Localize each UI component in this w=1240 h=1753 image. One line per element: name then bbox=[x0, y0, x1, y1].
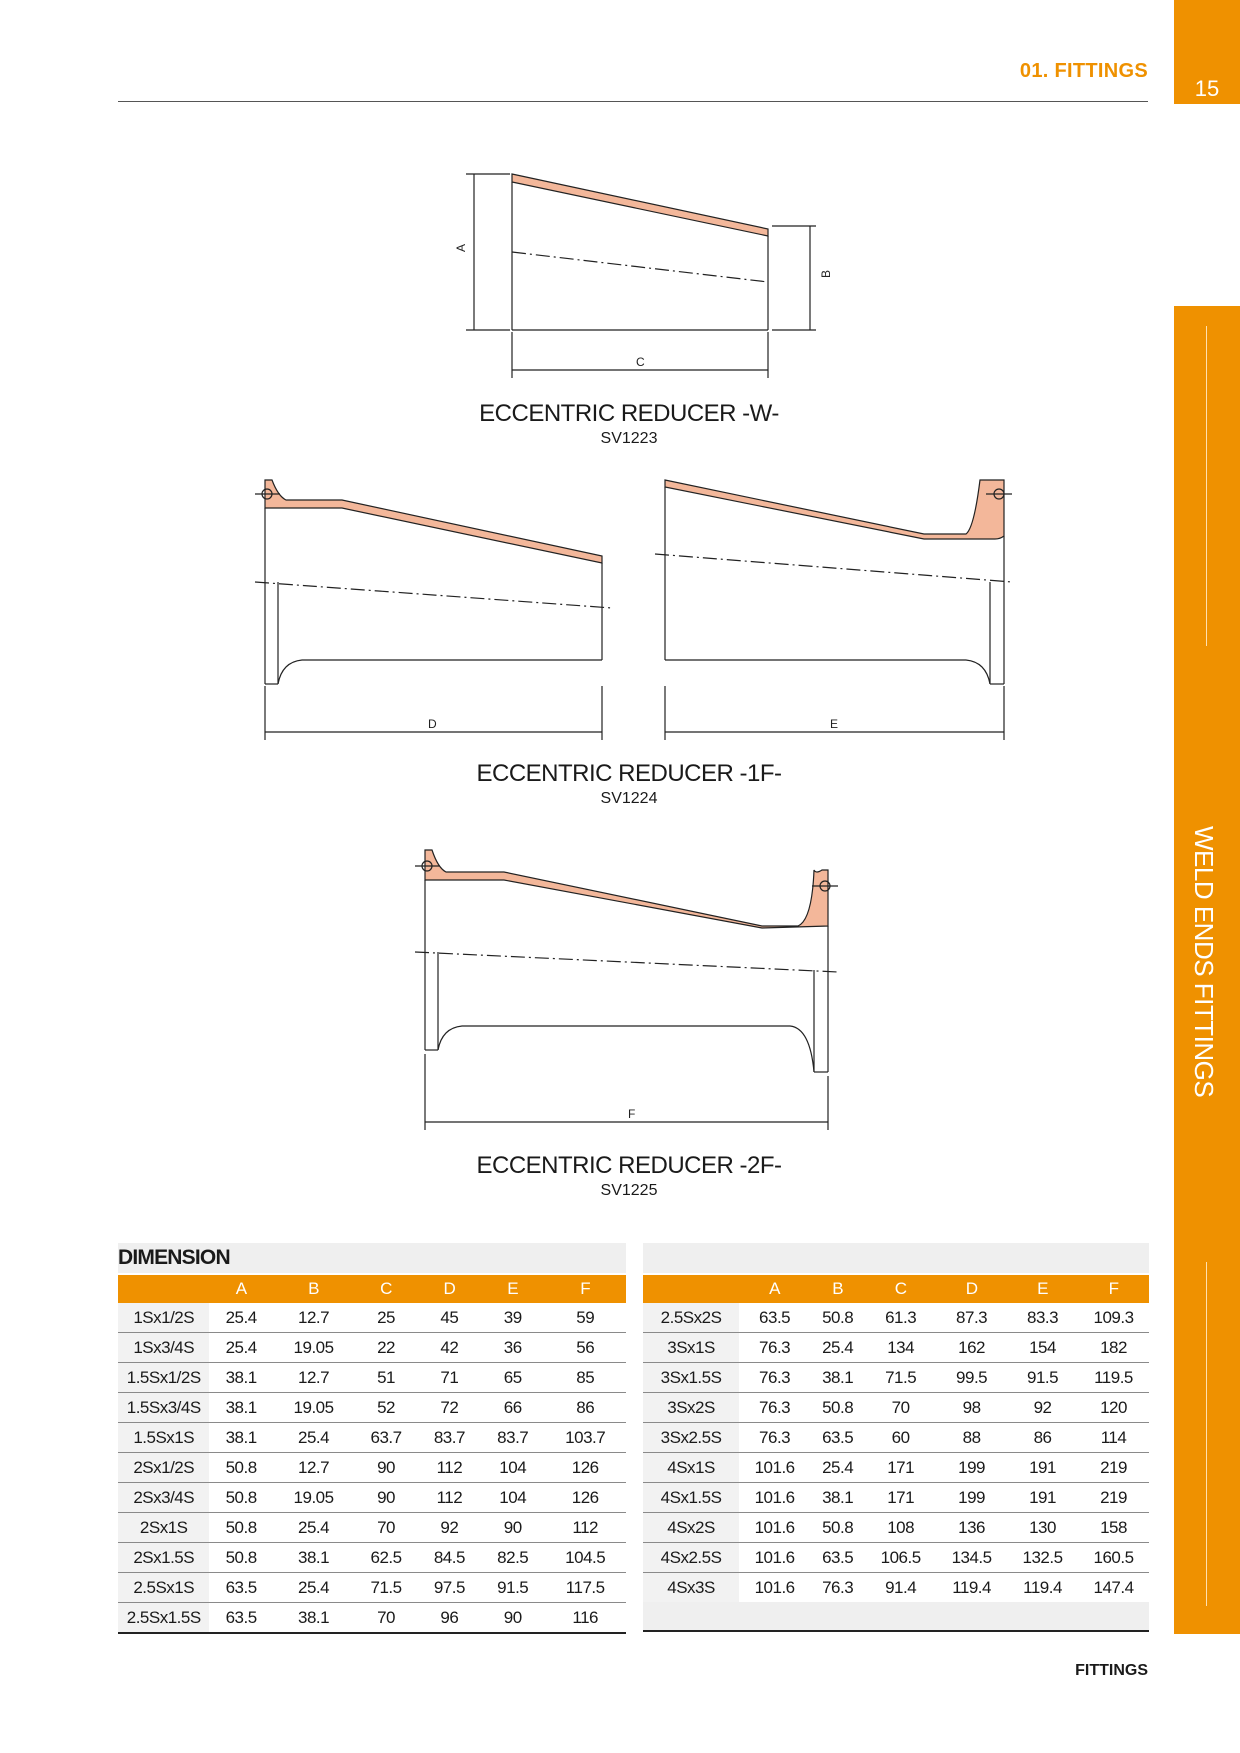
value-cell: 12.7 bbox=[273, 1303, 355, 1333]
table-row bbox=[118, 1333, 626, 1363]
value-cell: 103.7 bbox=[544, 1423, 626, 1453]
caption-title: ECCENTRIC REDUCER -2F- bbox=[476, 1152, 782, 1179]
value-cell: 50.8 bbox=[209, 1453, 272, 1483]
value-cell: 39 bbox=[481, 1303, 544, 1333]
caption-code: SV1225 bbox=[600, 1182, 658, 1199]
right-table-header-bg bbox=[643, 1243, 1149, 1273]
value-cell: 126 bbox=[544, 1483, 626, 1513]
size-cell: 2Sx1/2S bbox=[118, 1453, 209, 1483]
value-cell: 22 bbox=[354, 1333, 417, 1363]
column-header: A bbox=[209, 1275, 272, 1303]
table-row bbox=[643, 1453, 1149, 1483]
side-tab bbox=[1174, 306, 1240, 1634]
value-cell: 162 bbox=[936, 1333, 1007, 1363]
value-cell: 119.4 bbox=[936, 1573, 1007, 1603]
caption-reducer-2f bbox=[429, 1152, 829, 1200]
right-table-filler-row bbox=[643, 1602, 1149, 1632]
size-cell: 1Sx3/4S bbox=[118, 1333, 209, 1363]
value-cell: 38.1 bbox=[209, 1423, 272, 1453]
dim-label-a: A bbox=[454, 243, 468, 252]
table-row bbox=[643, 1423, 1149, 1453]
reducer-1f-right-centerline bbox=[655, 554, 1012, 582]
table-row bbox=[118, 1603, 626, 1634]
value-cell: 38.1 bbox=[273, 1543, 355, 1573]
value-cell: 199 bbox=[936, 1483, 1007, 1513]
value-cell: 70 bbox=[865, 1393, 936, 1423]
value-cell: 51 bbox=[354, 1363, 417, 1393]
caption-code: SV1224 bbox=[600, 790, 658, 807]
size-cell: 3Sx1.5S bbox=[643, 1363, 739, 1393]
value-cell: 25.4 bbox=[273, 1423, 355, 1453]
value-cell: 101.6 bbox=[739, 1483, 810, 1513]
value-cell: 70 bbox=[354, 1513, 417, 1543]
value-cell: 191 bbox=[1007, 1483, 1078, 1513]
table-row bbox=[643, 1303, 1149, 1333]
drawing-eccentric-reducer-w bbox=[430, 160, 833, 380]
value-cell: 82.5 bbox=[481, 1543, 544, 1573]
size-cell: 4Sx3S bbox=[643, 1573, 739, 1603]
value-cell: 63.5 bbox=[810, 1543, 865, 1573]
value-cell: 117.5 bbox=[544, 1573, 626, 1603]
value-cell: 99.5 bbox=[936, 1363, 1007, 1393]
value-cell: 25.4 bbox=[209, 1333, 272, 1363]
value-cell: 36 bbox=[481, 1333, 544, 1363]
caption-code: SV1223 bbox=[600, 430, 658, 447]
table-row bbox=[118, 1303, 626, 1333]
value-cell: 62.5 bbox=[354, 1543, 417, 1573]
size-cell: 1.5Sx1S bbox=[118, 1423, 209, 1453]
value-cell: 42 bbox=[418, 1333, 481, 1363]
value-cell: 182 bbox=[1078, 1333, 1149, 1363]
value-cell: 116 bbox=[544, 1603, 626, 1634]
value-cell: 101.6 bbox=[739, 1573, 810, 1603]
column-header bbox=[643, 1275, 739, 1303]
value-cell: 104 bbox=[481, 1453, 544, 1483]
value-cell: 65 bbox=[481, 1363, 544, 1393]
column-header: B bbox=[273, 1275, 355, 1303]
value-cell: 199 bbox=[936, 1453, 1007, 1483]
size-cell: 1.5Sx3/4S bbox=[118, 1393, 209, 1423]
footer-label: FITTINGS bbox=[1075, 1662, 1148, 1679]
value-cell: 25 bbox=[354, 1303, 417, 1333]
value-cell: 25.4 bbox=[273, 1573, 355, 1603]
value-cell: 63.5 bbox=[739, 1303, 810, 1333]
value-cell: 132.5 bbox=[1007, 1543, 1078, 1573]
column-header: B bbox=[810, 1275, 865, 1303]
value-cell: 90 bbox=[354, 1453, 417, 1483]
value-cell: 104 bbox=[481, 1483, 544, 1513]
value-cell: 66 bbox=[481, 1393, 544, 1423]
value-cell: 19.05 bbox=[273, 1483, 355, 1513]
page-number-tab bbox=[1174, 0, 1240, 104]
value-cell: 19.05 bbox=[273, 1333, 355, 1363]
size-cell: 4Sx2S bbox=[643, 1513, 739, 1543]
table-header-row bbox=[118, 1275, 626, 1303]
size-cell: 2Sx3/4S bbox=[118, 1483, 209, 1513]
value-cell: 171 bbox=[865, 1453, 936, 1483]
reducer-1f-ferrule bbox=[265, 480, 602, 563]
value-cell: 76.3 bbox=[739, 1333, 810, 1363]
page-number: 15 bbox=[1194, 76, 1220, 101]
value-cell: 160.5 bbox=[1078, 1543, 1149, 1573]
value-cell: 70 bbox=[354, 1603, 417, 1634]
value-cell: 88 bbox=[936, 1423, 1007, 1453]
table-row bbox=[643, 1573, 1149, 1603]
table-row bbox=[643, 1393, 1149, 1423]
table-row bbox=[118, 1423, 626, 1453]
size-cell: 2.5Sx1.5S bbox=[118, 1603, 209, 1634]
table-row bbox=[118, 1363, 626, 1393]
caption-title: ECCENTRIC REDUCER -1F- bbox=[476, 760, 782, 787]
value-cell: 63.5 bbox=[209, 1603, 272, 1634]
value-cell: 158 bbox=[1078, 1513, 1149, 1543]
value-cell: 50.8 bbox=[209, 1543, 272, 1573]
value-cell: 90 bbox=[481, 1603, 544, 1634]
reducer-1f-left-centerline bbox=[255, 582, 612, 608]
value-cell: 101.6 bbox=[739, 1543, 810, 1573]
size-cell: 2.5Sx2S bbox=[643, 1303, 739, 1333]
value-cell: 96 bbox=[418, 1603, 481, 1634]
value-cell: 134 bbox=[865, 1333, 936, 1363]
value-cell: 92 bbox=[418, 1513, 481, 1543]
value-cell: 85 bbox=[544, 1363, 626, 1393]
value-cell: 38.1 bbox=[810, 1363, 865, 1393]
size-cell: 3Sx2S bbox=[643, 1393, 739, 1423]
value-cell: 76.3 bbox=[739, 1393, 810, 1423]
table-row bbox=[118, 1483, 626, 1513]
value-cell: 50.8 bbox=[810, 1303, 865, 1333]
dim-label-c: C bbox=[636, 355, 645, 369]
reducer-w-wall bbox=[512, 174, 768, 236]
value-cell: 59 bbox=[544, 1303, 626, 1333]
value-cell: 63.5 bbox=[209, 1573, 272, 1603]
value-cell: 38.1 bbox=[810, 1483, 865, 1513]
value-cell: 86 bbox=[544, 1393, 626, 1423]
reducer-1f-right-ferrule bbox=[665, 480, 1004, 539]
value-cell: 25.4 bbox=[810, 1453, 865, 1483]
reducer-2f-centerline bbox=[415, 952, 838, 972]
column-header bbox=[118, 1275, 209, 1303]
value-cell: 76.3 bbox=[739, 1363, 810, 1393]
value-cell: 83.3 bbox=[1007, 1303, 1078, 1333]
caption-reducer-1f bbox=[429, 760, 829, 808]
value-cell: 63.5 bbox=[810, 1423, 865, 1453]
value-cell: 83.7 bbox=[418, 1423, 481, 1453]
value-cell: 50.8 bbox=[810, 1393, 865, 1423]
value-cell: 87.3 bbox=[936, 1303, 1007, 1333]
column-header: D bbox=[936, 1275, 1007, 1303]
size-cell: 1Sx1/2S bbox=[118, 1303, 209, 1333]
value-cell: 171 bbox=[865, 1483, 936, 1513]
value-cell: 109.3 bbox=[1078, 1303, 1149, 1333]
reducer-2f-ferrule bbox=[425, 850, 828, 928]
dim-label-d: D bbox=[428, 717, 437, 731]
header-rule bbox=[118, 101, 1148, 102]
size-cell: 4Sx1.5S bbox=[643, 1483, 739, 1513]
table-row bbox=[118, 1573, 626, 1603]
table-row bbox=[118, 1543, 626, 1573]
value-cell: 72 bbox=[418, 1393, 481, 1423]
table-row bbox=[643, 1543, 1149, 1573]
value-cell: 114 bbox=[1078, 1423, 1149, 1453]
value-cell: 112 bbox=[418, 1483, 481, 1513]
value-cell: 219 bbox=[1078, 1483, 1149, 1513]
value-cell: 38.1 bbox=[209, 1363, 272, 1393]
size-cell: 2Sx1.5S bbox=[118, 1543, 209, 1573]
table-row bbox=[118, 1513, 626, 1543]
value-cell: 136 bbox=[936, 1513, 1007, 1543]
value-cell: 191 bbox=[1007, 1453, 1078, 1483]
column-header: E bbox=[1007, 1275, 1078, 1303]
table-row bbox=[118, 1393, 626, 1423]
drawing-eccentric-reducer-1f-right bbox=[650, 470, 1020, 740]
drawing-eccentric-reducer-2f bbox=[410, 840, 850, 1130]
table-row bbox=[643, 1513, 1149, 1543]
value-cell: 92 bbox=[1007, 1393, 1078, 1423]
value-cell: 38.1 bbox=[209, 1393, 272, 1423]
value-cell: 106.5 bbox=[865, 1543, 936, 1573]
value-cell: 63.7 bbox=[354, 1423, 417, 1453]
side-tab-label: WELD ENDS FITTINGS bbox=[1189, 826, 1219, 1098]
value-cell: 91.5 bbox=[1007, 1363, 1078, 1393]
value-cell: 50.8 bbox=[209, 1513, 272, 1543]
size-cell: 3Sx2.5S bbox=[643, 1423, 739, 1453]
value-cell: 101.6 bbox=[739, 1453, 810, 1483]
value-cell: 56 bbox=[544, 1333, 626, 1363]
size-cell: 3Sx1S bbox=[643, 1333, 739, 1363]
value-cell: 147.4 bbox=[1078, 1573, 1149, 1603]
value-cell: 219 bbox=[1078, 1453, 1149, 1483]
value-cell: 83.7 bbox=[481, 1423, 544, 1453]
value-cell: 71.5 bbox=[865, 1363, 936, 1393]
value-cell: 12.7 bbox=[273, 1363, 355, 1393]
table-row bbox=[643, 1363, 1149, 1393]
value-cell: 52 bbox=[354, 1393, 417, 1423]
value-cell: 108 bbox=[865, 1513, 936, 1543]
dimension-table-right bbox=[643, 1275, 1149, 1603]
value-cell: 112 bbox=[418, 1453, 481, 1483]
side-tab-line-bottom bbox=[1206, 1262, 1207, 1606]
dim-label-b: B bbox=[819, 269, 833, 278]
value-cell: 25.4 bbox=[810, 1333, 865, 1363]
caption-reducer-w bbox=[429, 400, 829, 448]
value-cell: 119.5 bbox=[1078, 1363, 1149, 1393]
dimension-table-left bbox=[118, 1275, 626, 1634]
value-cell: 38.1 bbox=[273, 1603, 355, 1634]
dimension-label: DIMENSION bbox=[118, 1243, 626, 1273]
column-header: F bbox=[544, 1275, 626, 1303]
drawing-eccentric-reducer-1f-left bbox=[250, 470, 620, 740]
value-cell: 45 bbox=[418, 1303, 481, 1333]
value-cell: 104.5 bbox=[544, 1543, 626, 1573]
column-header: C bbox=[354, 1275, 417, 1303]
value-cell: 84.5 bbox=[418, 1543, 481, 1573]
size-cell: 2Sx1S bbox=[118, 1513, 209, 1543]
dim-label-f: F bbox=[628, 1107, 636, 1121]
value-cell: 50.8 bbox=[810, 1513, 865, 1543]
value-cell: 120 bbox=[1078, 1393, 1149, 1423]
value-cell: 90 bbox=[354, 1483, 417, 1513]
column-header: D bbox=[418, 1275, 481, 1303]
value-cell: 76.3 bbox=[739, 1423, 810, 1453]
value-cell: 25.4 bbox=[209, 1303, 272, 1333]
column-header: E bbox=[481, 1275, 544, 1303]
value-cell: 91.5 bbox=[481, 1573, 544, 1603]
size-cell: 1.5Sx1/2S bbox=[118, 1363, 209, 1393]
value-cell: 90 bbox=[481, 1513, 544, 1543]
table-header-row bbox=[643, 1275, 1149, 1303]
value-cell: 50.8 bbox=[209, 1483, 272, 1513]
value-cell: 101.6 bbox=[739, 1513, 810, 1543]
reducer-w-centerline bbox=[512, 252, 768, 282]
value-cell: 98 bbox=[936, 1393, 1007, 1423]
value-cell: 134.5 bbox=[936, 1543, 1007, 1573]
section-title: 01. FITTINGS bbox=[1019, 60, 1148, 82]
table-row bbox=[643, 1333, 1149, 1363]
size-cell: 2.5Sx1S bbox=[118, 1573, 209, 1603]
value-cell: 71.5 bbox=[354, 1573, 417, 1603]
value-cell: 12.7 bbox=[273, 1453, 355, 1483]
value-cell: 25.4 bbox=[273, 1513, 355, 1543]
value-cell: 86 bbox=[1007, 1423, 1078, 1453]
value-cell: 60 bbox=[865, 1423, 936, 1453]
column-header: F bbox=[1078, 1275, 1149, 1303]
value-cell: 19.05 bbox=[273, 1393, 355, 1423]
value-cell: 130 bbox=[1007, 1513, 1078, 1543]
value-cell: 71 bbox=[418, 1363, 481, 1393]
value-cell: 91.4 bbox=[865, 1573, 936, 1603]
value-cell: 119.4 bbox=[1007, 1573, 1078, 1603]
column-header: C bbox=[865, 1275, 936, 1303]
value-cell: 61.3 bbox=[865, 1303, 936, 1333]
table-row bbox=[118, 1453, 626, 1483]
column-header: A bbox=[739, 1275, 810, 1303]
caption-title: ECCENTRIC REDUCER -W- bbox=[479, 400, 779, 427]
side-tab-line-top bbox=[1206, 326, 1207, 646]
table-row bbox=[643, 1483, 1149, 1513]
dim-label-e: E bbox=[830, 717, 839, 731]
size-cell: 4Sx1S bbox=[643, 1453, 739, 1483]
value-cell: 126 bbox=[544, 1453, 626, 1483]
value-cell: 112 bbox=[544, 1513, 626, 1543]
size-cell: 4Sx2.5S bbox=[643, 1543, 739, 1573]
value-cell: 154 bbox=[1007, 1333, 1078, 1363]
value-cell: 76.3 bbox=[810, 1573, 865, 1603]
value-cell: 97.5 bbox=[418, 1573, 481, 1603]
